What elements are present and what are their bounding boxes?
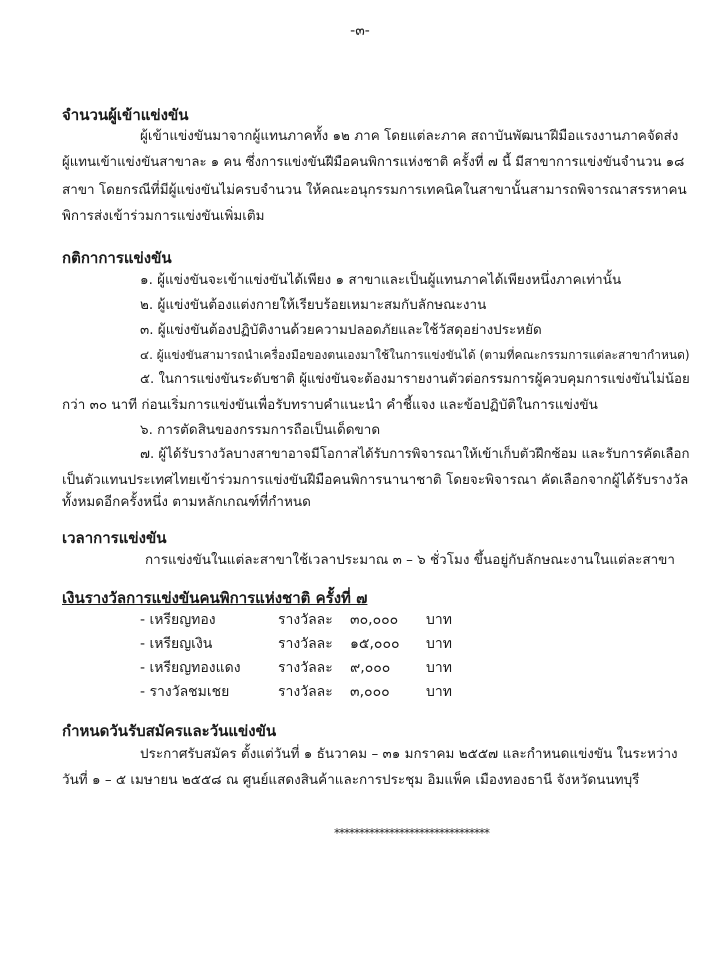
prize-silver-name: - เหรียญเงิน	[140, 636, 213, 652]
schedule-line-2: วันที่ ๑ – ๕ เมษายน ๒๕๕๘ ณ ศูนย์แสดงสินค้าและการประชุม อิมแพ็ค เมืองทองธานี จังหวัดนนทบุรี	[62, 772, 640, 788]
time-line: การแข่งขันในแต่ละสาขาใช้เวลาประมาณ ๓ – ๖ ชั่วโมง ขึ้นอยู่กับลักษณะงานในแต่ละสาขา	[145, 552, 675, 568]
rules-heading: กติกาการแข่งขัน	[62, 249, 172, 267]
prize-bronze-unit: บาท	[426, 660, 452, 676]
prize-gold-name: - เหรียญทอง	[140, 612, 216, 628]
time-heading: เวลาการแข่งขัน	[62, 529, 167, 547]
participants-line-2: ผู้แทนเข้าแข่งขันสาขาละ ๑ คน ซึ่งการแข่งขันฝีมือคนพิการแห่งชาติ ครั้งที่ ๗ นี้ มีสาขาการแข่งขันจำนวน ๑๘	[62, 155, 685, 170]
schedule-line-1: ประกาศรับสมัคร ตั้งแต่วันที่ ๑ ธันวาคม – ๓๑ มกราคม ๒๕๕๗ และกำหนดแข่งขัน ในระหว่าง	[140, 746, 678, 762]
participants-line-1: ผู้เข้าแข่งขันมาจากผู้แทนภาคทั้ง ๑๒ ภาค โดยแต่ละภาค สถาบันพัฒนาฝีมือแรงงานภาคจัดส่ง	[140, 128, 679, 144]
participants-line-4: พิการส่งเข้าร่วมการแข่งขันเพิ่มเติม	[62, 208, 265, 224]
rule-2: ๒. ผู้แข่งขันต้องแต่งกายให้เรียบร้อยเหมาะสมกับลักษณะงาน	[140, 297, 487, 313]
prize-silver-label: รางวัลละ	[278, 636, 333, 652]
prize-bronze-label: รางวัลละ	[278, 660, 333, 676]
footer-stars: *******************************	[334, 826, 489, 840]
prize-silver-amount: ๑๕,๐๐๐	[350, 636, 400, 652]
prize-gold-label: รางวัลละ	[278, 612, 333, 628]
prize-gold-amount: ๓๐,๐๐๐	[350, 612, 399, 628]
prize-heading: เงินรางวัลการแข่งขันคนพิการแห่งชาติ ครั้งที่ ๗	[62, 589, 368, 607]
rule-6: ๖. การตัดสินของกรรมการถือเป็นเด็ดขาด	[140, 422, 381, 438]
schedule-heading: กำหนดวันรับสมัครและวันแข่งขัน	[62, 722, 277, 740]
prize-honorable-amount: ๓,๐๐๐	[350, 684, 390, 700]
rule-5: ๕. ในการแข่งขันระดับชาติ ผู้แข่งขันจะต้องมารายงานตัวต่อกรรมการผู้ควบคุมการแข่งขันไม่น้อย	[140, 372, 690, 387]
rule-4: ๔. ผู้แข่งขันสามารถนำเครื่องมือของตนเองมาใช้ในการแข่งขันได้ (ตามที่คณะกรรมการแต่ละสาขากำหนด)	[140, 348, 690, 362]
rule-5-continued: กว่า ๓๐ นาที ก่อนเริ่มการแข่งขันเพื่อรับทราบคำแนะนำ คำชี้แจง และข้อปฏิบัติในการแข่งขัน	[62, 397, 598, 413]
participants-line-3: สาขา โดยกรณีที่มีผู้แข่งขันไม่ครบจำนวน ให้คณะอนุกรรมการเทคนิคในสาขานั้นสามารถพิจารณาสรรหาคน	[62, 182, 687, 198]
prize-honorable-label: รางวัลละ	[278, 684, 333, 700]
prize-bronze-amount: ๙,๐๐๐	[350, 660, 391, 676]
participants-heading: จำนวนผู้เข้าแข่งขัน	[62, 106, 189, 124]
prize-honorable-name: - รางวัลชมเชย	[140, 684, 230, 700]
prize-bronze-name: - เหรียญทองแดง	[140, 660, 241, 676]
prize-gold-unit: บาท	[426, 612, 452, 628]
rule-3: ๓. ผู้แข่งขันต้องปฏิบัติงานด้วยความปลอดภัยและใช้วัสดุอย่างประหยัด	[140, 322, 542, 338]
page-number: -๓-	[350, 23, 370, 39]
rule-7: ๗. ผู้ได้รับรางวัลบางสาขาอาจมีโอกาสได้รับการพิจารณาให้เข้าเก็บตัวฝึกซ้อม และรับการคัดเลือก	[140, 447, 690, 462]
rule-7-continued-2: ทั้งหมดอีกครั้งหนึ่ง ตามหลักเกณฑ์ที่กำหนด	[62, 494, 311, 510]
prize-honorable-unit: บาท	[426, 684, 452, 700]
rule-1: ๑. ผู้แข่งขันจะเข้าแข่งขันได้เพียง ๑ สาขาและเป็นผู้แทนภาคได้เพียงหนึ่งภาคเท่านั้น	[140, 272, 622, 288]
rule-7-continued-1: เป็นตัวแทนประเทศไทยเข้าร่วมการแข่งขันฝีมือคนพิการนานาชาติ โดยจะพิจารณา คัดเลือกจากผู้ได้รับรางวัล	[62, 472, 689, 488]
prize-silver-unit: บาท	[426, 636, 452, 652]
